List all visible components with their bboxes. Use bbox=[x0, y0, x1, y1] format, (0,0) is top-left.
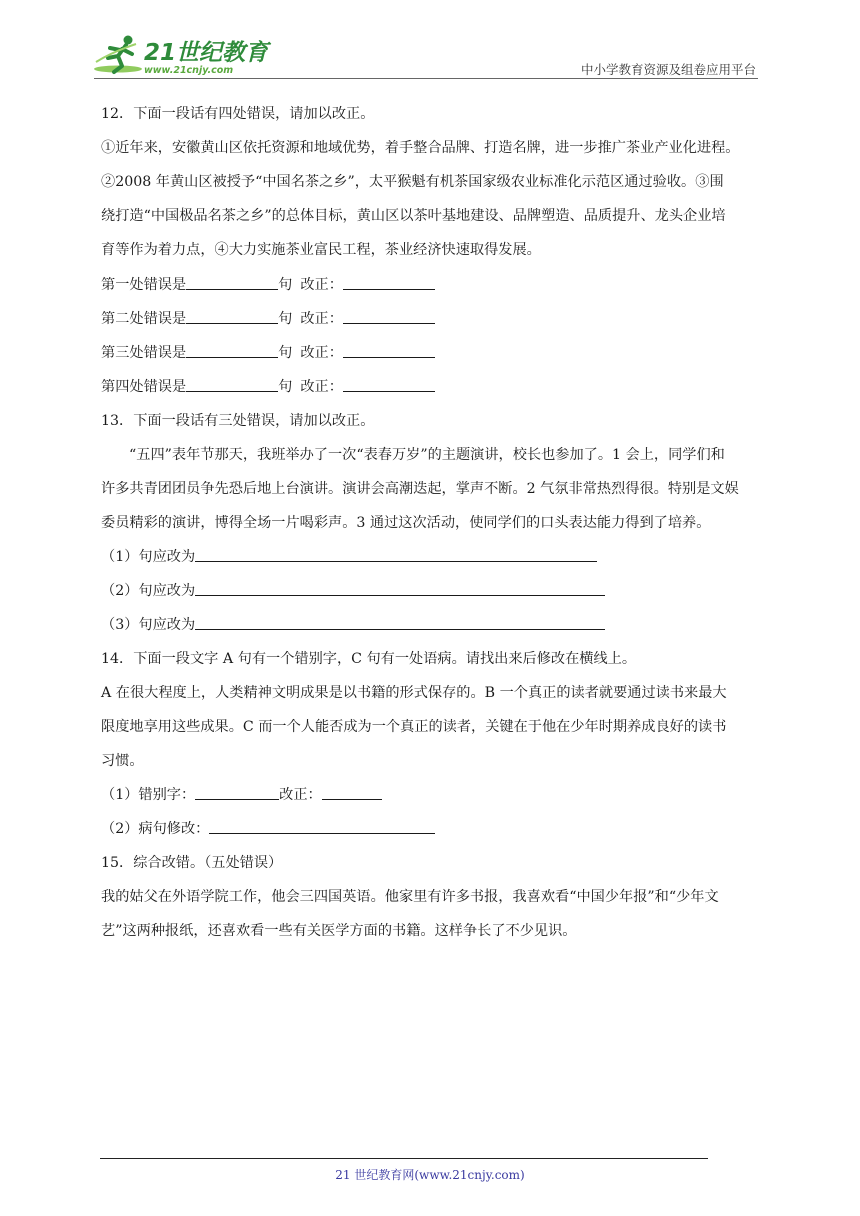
q13-text-line: 委员精彩的演讲，博得全场一片喝彩声。3 通过这次活动，使同学们的口头表达能力得到了培养。 bbox=[101, 515, 711, 531]
q12-text-line: 育等作为着力点，④大力实施茶业富民工程，茶业经济快速取得发展。 bbox=[101, 242, 541, 258]
q15-text-line: 艺”这两种报纸，还喜欢看一些有关医学方面的书籍。这样争长了不少见识。 bbox=[101, 923, 577, 939]
answer-blank[interactable] bbox=[186, 309, 278, 324]
answer-mid: 句 bbox=[278, 379, 293, 395]
q14-answer-row bbox=[101, 785, 382, 805]
answer-blank[interactable] bbox=[209, 819, 435, 834]
answer-fix-label: 改正： bbox=[300, 345, 343, 361]
answer-blank[interactable] bbox=[195, 581, 605, 596]
answer-fix-label: 改正： bbox=[279, 787, 322, 803]
answer-label: （2）句应改为 bbox=[101, 583, 196, 599]
q14-title: 14．下面一段文字 A 句有一个错别字，C 句有一处语病。请找出来后修改在横线上。 bbox=[101, 651, 637, 667]
platform-name: 中小学教育资源及组卷应用平台 bbox=[580, 62, 756, 77]
q13-text-line: 许多共青团团员争先恐后地上台演讲。演讲会高潮迭起，掌声不断。2 气氛非常热烈得很。特别是文娱 bbox=[101, 481, 739, 497]
q13-answer-row bbox=[101, 547, 597, 567]
q14-text-line: 习惯。 bbox=[101, 753, 144, 769]
footer-divider bbox=[100, 1158, 708, 1159]
q13-text-line: “五四”表年节那天，我班举办了一次“表春万岁”的主题演讲，校长也参加了。1 会上，同学们和 bbox=[129, 447, 725, 463]
site-logo bbox=[92, 32, 292, 78]
q13-answer-row bbox=[101, 615, 605, 635]
answer-label: 第三处错误是 bbox=[101, 345, 187, 361]
answer-blank[interactable] bbox=[343, 343, 435, 358]
answer-label: （3）句应改为 bbox=[101, 617, 196, 633]
answer-blank[interactable] bbox=[343, 275, 435, 290]
q12-text-line: ①近年来，安徽黄山区依托资源和地域优势，着手整合品牌、打造名牌，进一步推广茶业产业化进程。 bbox=[101, 140, 740, 156]
answer-mid: 句 bbox=[278, 345, 293, 361]
page-header bbox=[0, 0, 860, 86]
answer-blank[interactable] bbox=[186, 275, 278, 290]
answer-label: 第一处错误是 bbox=[101, 277, 187, 293]
q14-answer-row bbox=[101, 819, 435, 839]
answer-mid: 句 bbox=[278, 311, 293, 327]
answer-label: （2）病句修改： bbox=[101, 821, 210, 837]
answer-blank[interactable] bbox=[186, 343, 278, 358]
answer-blank[interactable] bbox=[343, 377, 435, 392]
q12-answer-row bbox=[101, 343, 435, 363]
header-divider bbox=[94, 78, 758, 79]
answer-fix-label: 改正： bbox=[300, 379, 343, 395]
answer-blank[interactable] bbox=[186, 377, 278, 392]
answer-blank[interactable] bbox=[343, 309, 435, 324]
q14-text-line: A 在很大程度上，人类精神文明成果是以书籍的形式保存的。B 一个真正的读者就要通过读书来最大 bbox=[101, 685, 727, 701]
answer-label: 第四处错误是 bbox=[101, 379, 187, 395]
answer-blank[interactable] bbox=[322, 785, 382, 800]
svg-text:www.21cnjy.com: www.21cnjy.com bbox=[144, 65, 234, 76]
answer-fix-label: 改正： bbox=[300, 277, 343, 293]
answer-label: （1）错别字： bbox=[101, 787, 196, 803]
q12-answer-row bbox=[101, 377, 435, 397]
q12-text-line: ②2008 年黄山区被授予“中国名茶之乡”，太平猴魁有机茶国家级农业标准化示范区通过验收。③围 bbox=[101, 174, 724, 190]
answer-blank[interactable] bbox=[195, 547, 597, 562]
q12-answer-row bbox=[101, 309, 435, 329]
runner-logo-icon bbox=[92, 32, 292, 78]
q12-title: 12．下面一段话有四处错误，请加以改正。 bbox=[101, 106, 375, 122]
q14-text-line: 限度地享用这些成果。C 而一个人能否成为一个真正的读者，关键在于他在少年时期养成良好的读书 bbox=[101, 719, 727, 735]
q13-answer-row bbox=[101, 581, 605, 601]
svg-text:21世纪教育: 21世纪教育 bbox=[144, 40, 269, 66]
answer-blank[interactable] bbox=[195, 615, 605, 630]
answer-mid: 句 bbox=[278, 277, 293, 293]
answer-label: 第二处错误是 bbox=[101, 311, 187, 327]
q15-text-line: 我的姑父在外语学院工作，他会三四国英语。他家里有许多书报，我喜欢看“中国少年报”和“少年文 bbox=[101, 889, 719, 905]
q15-title: 15．综合改错。（五处错误） bbox=[101, 855, 283, 871]
q12-text-line: 绕打造“中国极品名茶之乡”的总体目标，黄山区以茶叶基地建设、品牌塑造、品质提升、龙头企业培 bbox=[101, 208, 726, 224]
q12-answer-row bbox=[101, 275, 435, 295]
answer-blank[interactable] bbox=[195, 785, 279, 800]
q13-title: 13．下面一段话有三处错误，请加以改正。 bbox=[101, 413, 375, 429]
answer-fix-label: 改正： bbox=[300, 311, 343, 327]
answer-label: （1）句应改为 bbox=[101, 549, 196, 565]
footer-source[interactable]: 21 世纪教育网(www.21cnjy.com) bbox=[335, 1168, 525, 1182]
